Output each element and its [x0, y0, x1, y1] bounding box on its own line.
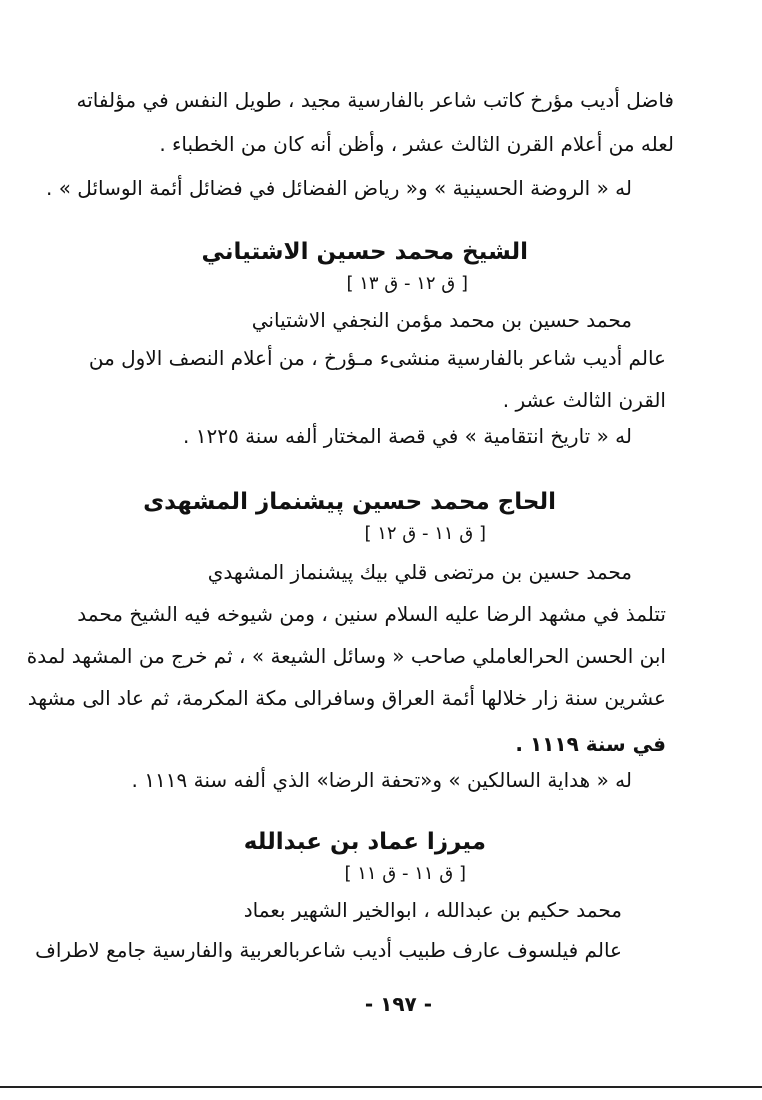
entry-line: محمد حسين بن محمد مؤمن النجفي الاشتياني [251, 308, 632, 332]
entry-title: الحاج محمد حسين پيشنماز المشهدى [143, 489, 556, 515]
entry-line: عالم أديب شاعر بالفارسية منشىء مـؤرخ ، من أعلام النصف الاول من [88, 346, 666, 370]
entry-dates: [ ق ١٢ - ق ١٣ ] [346, 273, 468, 294]
entry-line: محمد حكيم بن عبدالله ، ابوالخير الشهير بعماد [243, 898, 622, 922]
entry-line: له « تاريخ انتقامية » في قصة المختار ألفه سنة ١٢٢٥ . [183, 424, 632, 448]
entry-dates: [ ق ١١ - ق ١١ ] [344, 863, 466, 884]
entry-line: في سنة ١١١٩ . [515, 732, 666, 756]
entry-title: الشيخ محمد حسين الاشتياني [201, 239, 528, 265]
entry-title: ميرزا عماد بن عبدالله [243, 829, 486, 855]
entry-line: القرن الثالث عشر . [502, 388, 666, 412]
entry-line: ابن الحسن الحرالعاملي صاحب « وسائل الشيعة » ، ثم خرج من المشهد لمدة [26, 644, 666, 668]
intro-works: له « الروضة الحسينية » و« رياض الفضائل في فضائل أئمة الوسائل » . [45, 176, 632, 200]
entry-line: له « هداية السالكين » و«تحفة الرضا» الذي ألفه سنة ١١١٩ . [131, 768, 632, 792]
entry-line: عشرين سنة زار خلالها أئمة العراق وسافرالى مكة المكرمة، ثم عاد الى مشهد [27, 686, 666, 710]
bottom-rule [0, 1086, 762, 1088]
entry-dates: [ ق ١١ - ق ١٢ ] [364, 523, 486, 544]
intro-line-2: لعله من أعلام القرن الثالث عشر ، وأظن أنه كان من الخطباء . [159, 132, 674, 156]
entry-line: تتلمذ في مشهد الرضا عليه السلام سنين ، ومن شيوخه فيه الشيخ محمد [77, 602, 666, 626]
entry-line: محمد حسين بن مرتضى قلي بيك پيشنماز المشهدي [207, 560, 632, 584]
page-number: - ١٩٧ - [364, 992, 432, 1016]
entry-line: عالم فيلسوف عارف طبيب أديب شاعربالعربية والفارسية جامع لاطراف [35, 938, 622, 962]
intro-line-1: فاضل أديب مؤرخ كاتب شاعر بالفارسية مجيد ، طويل النفس في مؤلفاته [76, 88, 674, 112]
